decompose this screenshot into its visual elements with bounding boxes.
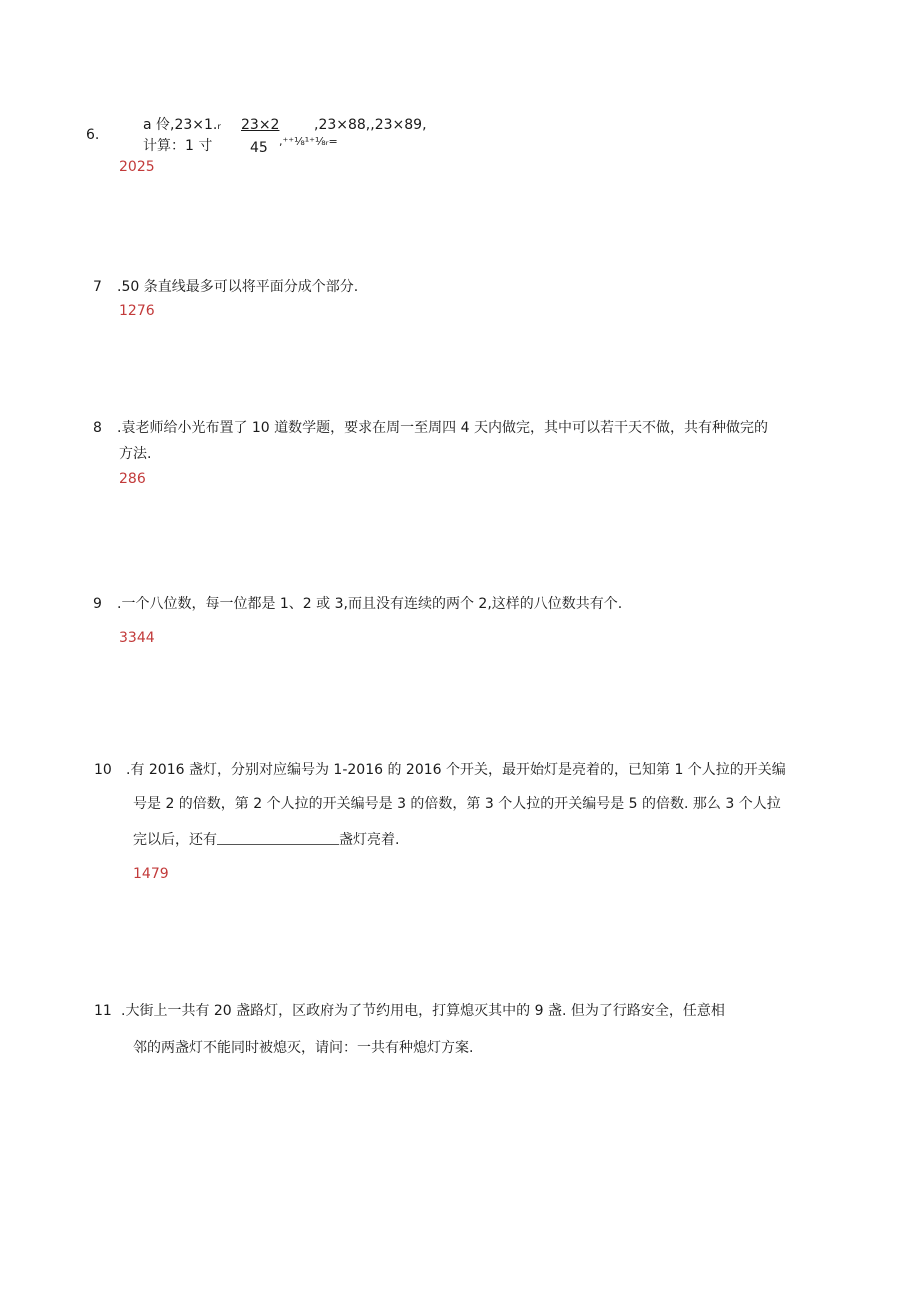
q7-answer: 1276 [119,303,155,319]
q10-line3-post: 盏灯亮着. [339,832,400,848]
q6-number: 6. [86,127,100,143]
q10-number: 10 [94,762,112,778]
q9-number: 9 [93,596,102,612]
q6-line1-b: 23×2 [241,117,280,133]
q11-line2: 邻的两盏灯不能同时被熄灭，请问：一共有种熄灯方案. [133,1040,474,1056]
q7-text: .50 条直线最多可以将平面分成个部分. [117,279,359,295]
q6-line2-b: 45 [250,140,268,156]
q8-number: 8 [93,420,102,436]
q6-answer: 2025 [119,159,155,175]
q8-line2: 方法. [119,446,152,462]
q8-line1: .袁老师给小光布置了 10 道数学题，要求在周一至周四 4 天内做完，其中可以若干天不做，共有种做完的 [117,420,768,436]
q10-line2: 号是 2 的倍数，第 2 个人拉的开关编号是 3 的倍数，第 3 个人拉的开关编号是 5 的倍数. 那么 3 个人拉 [133,796,781,812]
q10-answer: 1479 [133,866,169,882]
q6-line2-a: 计算：1 寸 [143,138,213,154]
q11-line1: .大街上一共有 20 盏路灯，区政府为了节约用电，打算熄灭其中的 9 盏. 但为了行路安全，任意相 [121,1003,725,1019]
q7-number: 7 [93,279,102,295]
q6-line1-c: ,23×88,,23×89, [314,117,427,133]
q6-line1-a: a 伶,23×1.ᵣ [143,117,222,133]
q8-answer: 286 [119,471,146,487]
q10-line3 [133,832,399,847]
q10-line3-pre: 完以后，还有 [133,832,217,848]
q10-line1: .有 2016 盏灯，分别对应编号为 1-2016 的 2016 个开关，最开始灯是亮着的，已知第 1 个人拉的开关编 [126,762,786,778]
q9-answer: 3344 [119,630,155,646]
q9-text: .一个八位数，每一位都是 1、2 或 3,而且没有连续的两个 2,这样的八位数共有个. [117,596,623,612]
q11-number: 11 [94,1003,112,1019]
answer-blank [217,832,339,845]
q6-line2-c: ,⁺⁺⅛¹⁺⅛ᵣ= [279,135,338,148]
